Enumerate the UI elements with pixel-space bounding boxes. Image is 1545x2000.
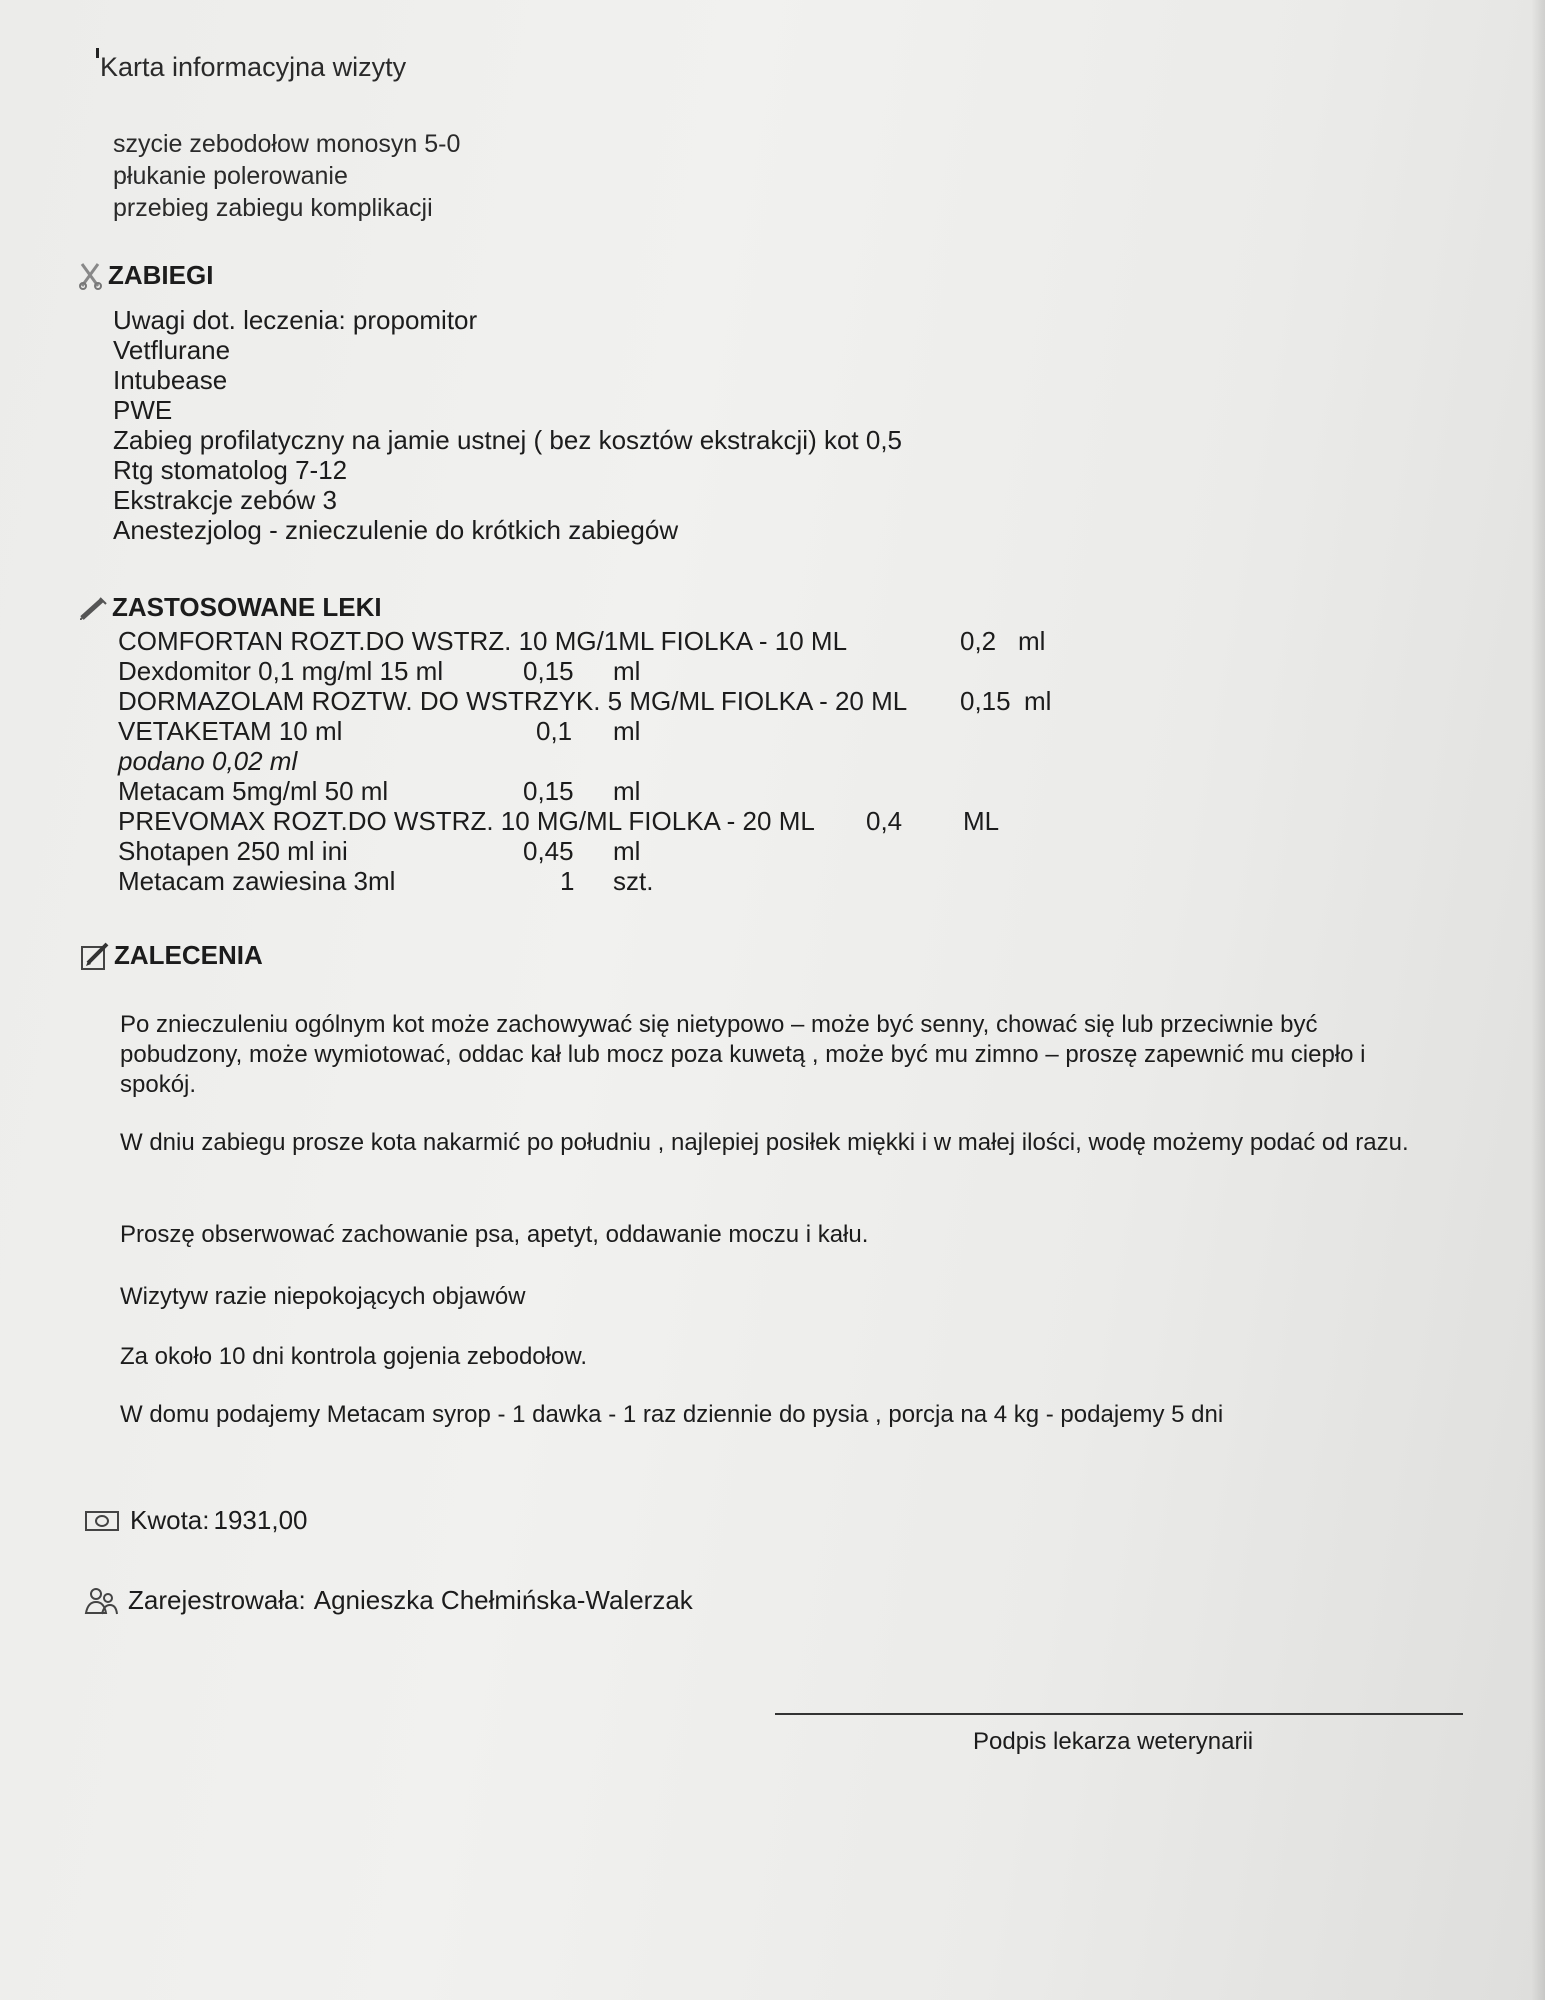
zabieg-item: Intubease xyxy=(113,365,228,395)
document-title: Karta informacyjna wizyty xyxy=(100,52,407,82)
zabiegi-list xyxy=(113,305,902,545)
medication-name: Metacam zawiesina 3ml xyxy=(118,866,396,896)
zabieg-item: Rtg stomatolog 7-12 xyxy=(113,455,348,485)
zabieg-item: PWE xyxy=(113,395,173,425)
procedure-note-line: przebieg zabiegu komplikacji xyxy=(113,194,433,222)
zarejestrowala-row xyxy=(84,1585,693,1616)
medication-name: VETAKETAM 10 ml xyxy=(118,716,343,746)
zabieg-item: Anestezjolog - znieczulenie do krótkich zabiegów xyxy=(113,515,679,545)
kwota-row xyxy=(84,1505,307,1536)
zabiegi-heading-text: ZABIEGI xyxy=(108,260,214,290)
kwota-value: 1931,00 xyxy=(213,1505,308,1535)
medication-qty: 1 xyxy=(560,866,575,896)
medication-qty: 0,15 xyxy=(523,656,574,686)
procedure-note-line: szycie zebodołow monosyn 5-0 xyxy=(113,130,461,158)
medication-note: podano 0,02 ml xyxy=(118,746,298,776)
zabieg-item: Vetflurane xyxy=(113,335,231,365)
scissors-icon xyxy=(78,262,104,290)
leki-heading-text: ZASTOSOWANE LEKI xyxy=(112,592,382,622)
medication-name: Metacam 5mg/ml 50 ml xyxy=(118,776,389,806)
zarejestrowala-label: Zarejestrowała: xyxy=(128,1585,306,1615)
syringe-icon xyxy=(80,596,108,620)
zalecenia-heading-text: ZALECENIA xyxy=(114,940,263,970)
procedure-notes xyxy=(113,128,460,224)
pencil-icon xyxy=(80,941,110,971)
medication-qty: 0,15 xyxy=(523,776,574,806)
medication-unit: ml xyxy=(613,716,641,746)
medication-qty: 0,15 xyxy=(960,686,1011,716)
procedure-note-line: płukanie polerowanie xyxy=(113,162,348,190)
money-icon xyxy=(84,1509,120,1533)
recommendation-paragraph: Proszę obserwować zachowanie psa, apetyt, oddawanie moczu i kału. xyxy=(120,1221,869,1248)
recommendation-paragraph: Po znieczuleniu ogólnym kot może zachowywać się nietypowo – może być senny, chować się lub przeciwnie być pobudzony, może wymiotować, oddac kał lub mocz poza kuwetą , może być mu zimno – proszę zapewnić mu ciepło i spokój. xyxy=(120,1011,1366,1098)
medication-name: Shotapen 250 ml ini xyxy=(118,836,348,866)
medication-unit: ml xyxy=(613,776,641,806)
medication-qty: 0,4 xyxy=(866,806,903,836)
medication-unit: ML xyxy=(963,806,1000,836)
medication-qty: 0,1 xyxy=(536,716,573,746)
users-icon xyxy=(84,1586,118,1616)
leki-heading xyxy=(80,592,382,623)
zabieg-item: Ekstrakcje zebów 3 xyxy=(113,485,337,515)
medication-unit: ml xyxy=(1024,686,1052,716)
zarejestrowala-value: Agnieszka Chełmińska-Walerzak xyxy=(313,1585,693,1615)
kwota-label: Kwota: xyxy=(130,1505,210,1535)
medication-unit: szt. xyxy=(613,866,654,896)
margin-mark xyxy=(96,48,99,58)
medication-qty: 0,45 xyxy=(523,836,574,866)
recommendation-paragraph: W domu podajemy Metacam syrop - 1 dawka - 1 raz dziennie do pysia , porcja na 4 kg - podajemy 5 dni xyxy=(120,1401,1224,1428)
recommendation-paragraph: Wizytyw razie niepokojących objawów xyxy=(120,1283,526,1310)
recommendation-paragraph: W dniu zabiegu prosze kota nakarmić po południu , najlepiej posiłek miękki i w małej ilości, wodę możemy podać od razu. xyxy=(120,1129,1409,1156)
medication-name: DORMAZOLAM ROZTW. DO WSTRZYK. 5 MG/ML FIOLKA - 20 ML xyxy=(118,686,908,716)
signature-label: Podpis lekarza weterynarii xyxy=(973,1728,1254,1755)
medication-unit: ml xyxy=(613,836,641,866)
medication-unit: ml xyxy=(613,656,641,686)
recommendation-paragraph: Za około 10 dni kontrola gojenia zebodołow. xyxy=(120,1343,587,1370)
paper-edge-shadow xyxy=(1531,0,1545,2000)
medication-unit: ml xyxy=(1018,626,1046,656)
medication-name: COMFORTAN ROZT.DO WSTRZ. 10 MG/1ML FIOLKA - 10 ML xyxy=(118,626,848,656)
zabieg-item: Zabieg profilatyczny na jamie ustnej ( bez kosztów ekstrakcji) kot 0,5 xyxy=(113,425,903,455)
medication-name: PREVOMAX ROZT.DO WSTRZ. 10 MG/ML FIOLKA - 20 ML xyxy=(118,806,815,836)
zalecenia-heading xyxy=(80,940,263,971)
medication-name: Dexdomitor 0,1 mg/ml 15 ml xyxy=(118,656,444,686)
zabieg-item: Uwagi dot. leczenia: propomitor xyxy=(113,305,478,335)
medication-qty: 0,2 xyxy=(960,626,997,656)
zabiegi-heading xyxy=(78,260,213,291)
signature-line xyxy=(775,1713,1463,1715)
